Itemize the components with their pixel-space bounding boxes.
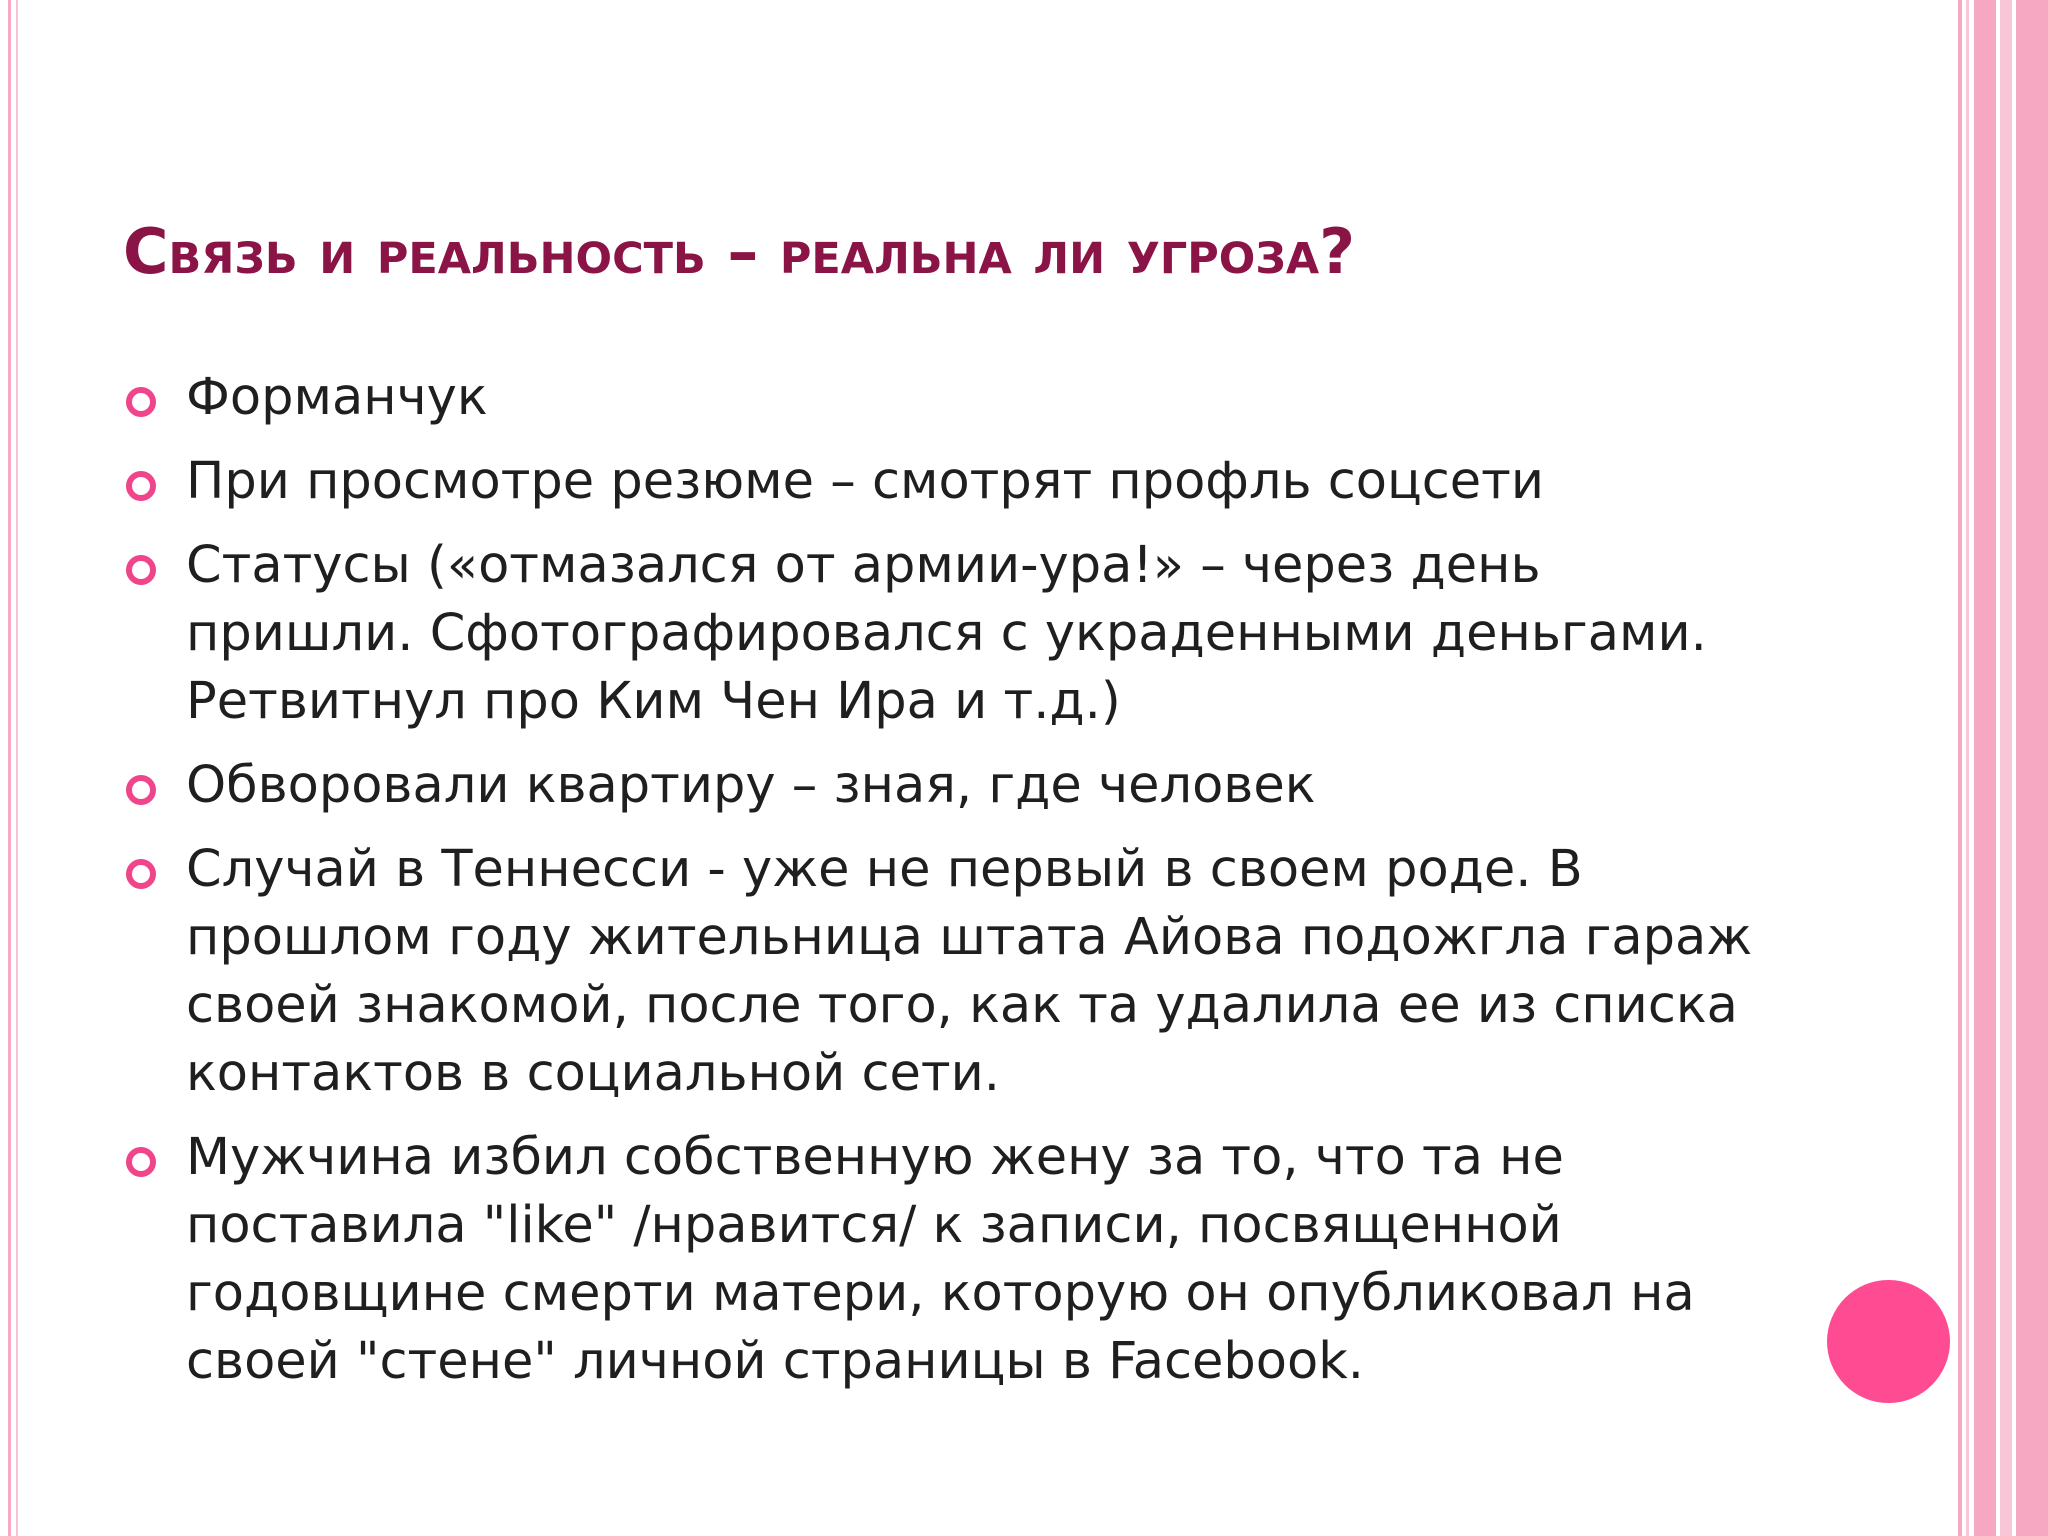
ring-bullet-icon [126,1147,156,1177]
ring-bullet-icon [126,555,156,585]
bullet-text: Мужчина избил собственную жену за то, что та не поставила "like" /нравится/ к записи, посвященной годовщине смерти матери, которую он опубликовал на своей "стене" личной страницы в Facebook. [186,1128,1695,1391]
right-border-stripe [1966,0,1969,1536]
bullet-item [126,836,1766,1108]
ring-bullet-icon [126,859,156,889]
bullet-item [126,1124,1766,1396]
slide-title: Связь и реальность – реальна ли угроза? [123,215,1356,288]
bullet-text: Статусы («отмазался от армии-ура!» – через день пришли. Сфотографировался с украденными деньгами. Ретвитнул про Ким Чен Ира и т.д.) [186,536,1707,731]
bullet-text: При просмотре резюме – смотрят профль соцсети [186,452,1544,511]
bullet-text: Обворовали квартиру – зная, где человек [186,756,1316,815]
bullet-item [126,532,1766,736]
bullet-text: Форманчук [186,368,488,427]
bullet-item [126,752,1766,820]
ring-bullet-icon [126,387,156,417]
bullet-item [126,364,1766,432]
left-border-line [8,0,11,1536]
ring-bullet-icon [126,775,156,805]
left-border-line-inner [16,0,18,1536]
right-border-stripe [2016,0,2048,1536]
right-border-stripe [1974,0,1996,1536]
pink-circle-decoration [1827,1280,1950,1403]
bullet-text: Случай в Теннесси - уже не первый в своем роде. В прошлом году жительница штата Айова подожгла гараж своей знакомой, после того, как та удалила ее из списка контактов в социальной сети. [186,840,1753,1103]
right-border-stripe [1958,0,1962,1536]
bullet-item [126,448,1766,516]
bullet-list [126,364,1766,1412]
ring-bullet-icon [126,471,156,501]
right-border-stripe [2000,0,2012,1536]
